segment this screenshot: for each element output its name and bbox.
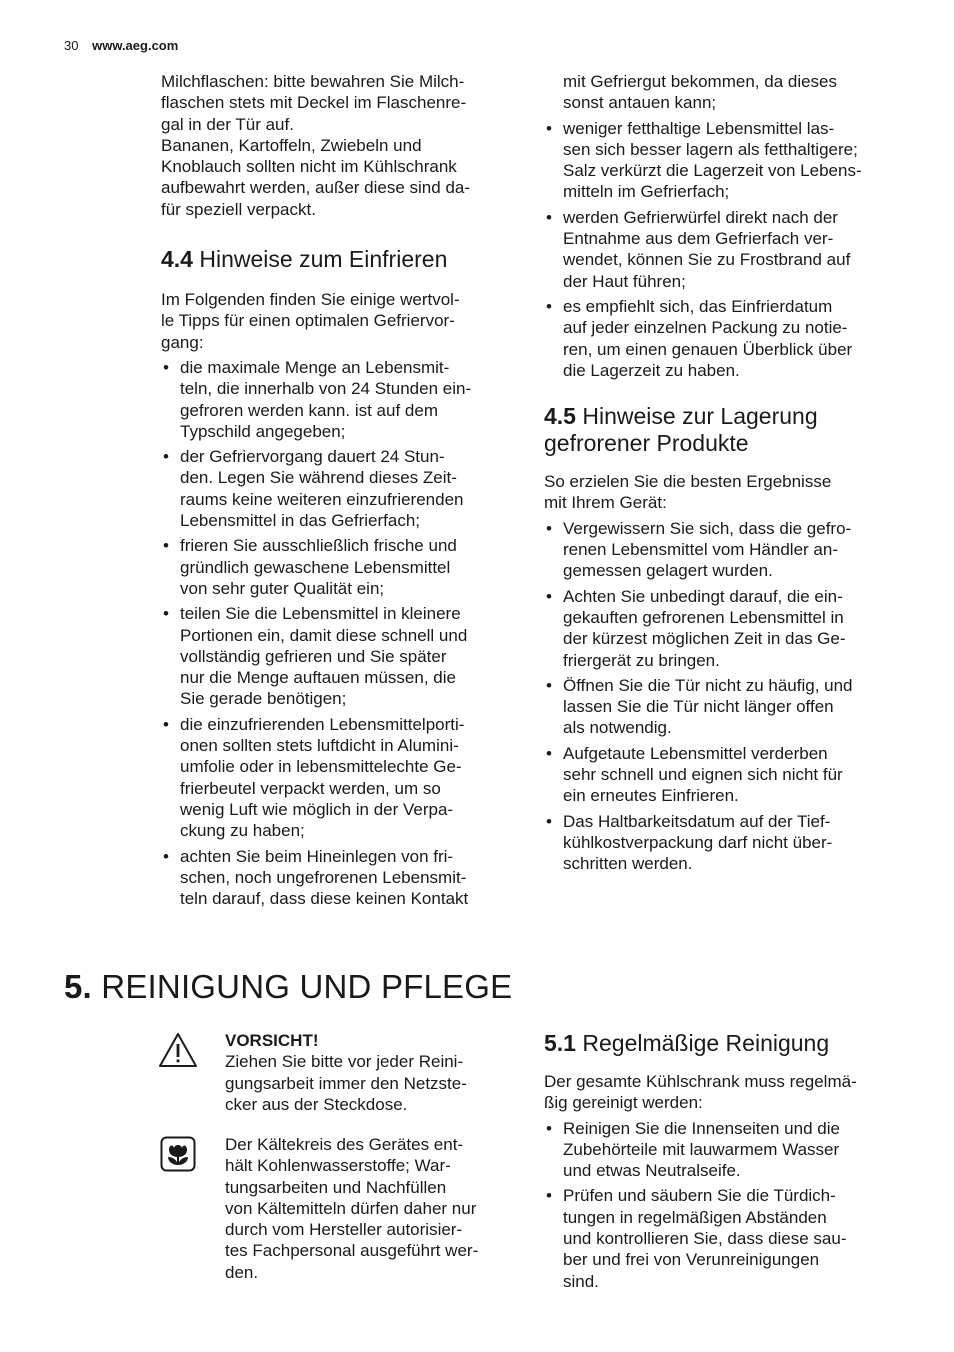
list-item: • frieren Sie ausschließlich frische und gründlich gewaschene Lebensmittel von sehr guter Qualität ein;	[161, 535, 521, 599]
cleaning-list	[544, 1118, 914, 1292]
list-item: • die einzufrierenden Lebensmittelporti- onen sollten stets luftdicht in Alumini- umfolie oder in lebensmittelechte Ge- frierbeutel verpackt werden, um so wenig Luft wie möglich in der Verpa- ckung zu haben;	[161, 714, 521, 842]
list-item: • Aufgetaute Lebensmittel verderben sehr schnell und eignen sich nicht für ein erneutes Einfrieren.	[544, 743, 914, 807]
header-url: www.aeg.com	[92, 38, 179, 53]
list-item: • Vergewissern Sie sich, dass die gefro- renen Lebensmittel vom Händler an- gemessen gelagert wurden.	[544, 518, 914, 582]
caution-text: VORSICHT! Ziehen Sie bitte vor jeder Reini- gungsarbeit immer den Netzste- cker aus der Steckdose.	[225, 1031, 467, 1114]
list-item: • weniger fetthaltige Lebensmittel las- sen sich besser lagern als fetthaltigere; Salz verkürzt die Lagerzeit von Lebens- mitteln im Gefrierfach;	[544, 118, 914, 203]
list-item: • es empfiehlt sich, das Einfrierdatum auf jeder einzelnen Packung zu notie- ren, um einen genauen Überblick über die Lagerzeit zu haben.	[544, 296, 914, 381]
refrigerant-note: Der Kältekreis des Gerätes ent- hält Kohlenwasserstoffe; War- tungsarbeiten und Nachfüllen von Kältemitteln dürfen daher nur durch vom Hersteller autorisier- tes Fachpersonal ausgeführt wer- den.	[225, 1135, 479, 1282]
list-item: • Reinigen Sie die Innenseiten und die Zubehörteile mit lauwarmem Wasser und etwas Neutralseife.	[544, 1118, 914, 1182]
list-item: • die maximale Menge an Lebensmit- teln, die innerhalb von 24 Stunden ein- gefroren werden kann. ist auf dem Typschild angegeben;	[161, 357, 521, 442]
list-item: • der Gefriervorgang dauert 24 Stun- den. Legen Sie während dieses Zeit- raums keine weiteren einzufrierenden Lebensmittel in das Gefrierfach;	[161, 446, 521, 531]
list-item: • Das Haltbarkeitsdatum auf der Tief- kühlkostverpackung darf nicht über- schritten werden.	[544, 811, 914, 875]
page-header	[64, 38, 178, 53]
intro-paragraph: Milchflaschen: bitte bewahren Sie Milch- flaschen stets mit Deckel im Flaschenre- gal in der Tür auf. Bananen, Kartoffeln, Zwiebeln und Knoblauch sollten nicht im Kühlschrank aufbewahrt werden, außer diese sind da- für speziell verpackt.	[161, 72, 471, 219]
continued-list-text: mit Gefriergut bekommen, da dieses sonst antauen kann;	[563, 72, 838, 113]
list-item: • werden Gefrierwürfel direkt nach der Entnahme aus dem Gefrierfach ver- wendet, können Sie zu Frostbrand auf der Haut führen;	[544, 207, 914, 292]
warning-triangle-icon	[158, 1032, 198, 1068]
section-5-1-intro: Der gesamte Kühlschrank muss regelmä- ßig gereinigt werden:	[544, 1072, 857, 1113]
section-4-4-intro: Im Folgenden finden Sie einige wertvol- le Tipps für einen optimalen Gefriervor- gang:	[161, 290, 460, 352]
left-column	[161, 71, 521, 913]
right-column	[544, 71, 914, 879]
freezing-tips-list-continued	[544, 118, 914, 382]
section-4-5-intro: So erzielen Sie die besten Ergebnisse mit Ihrem Gerät:	[544, 472, 832, 513]
list-item: • Öffnen Sie die Tür nicht zu häufig, und lassen Sie die Tür nicht länger offen als notwendig.	[544, 675, 914, 739]
list-item: • teilen Sie die Lebensmittel in kleinere Portionen ein, damit diese schnell und vollständig gefrieren und Sie später nur die Menge auftauen müssen, die Sie gerade benötigen;	[161, 603, 521, 709]
chapter-title: 5. REINIGUNG UND PFLEGE	[64, 968, 513, 1005]
storage-tips-list	[544, 518, 914, 875]
environment-flower-icon	[160, 1136, 196, 1172]
refrigerant-note-block	[225, 1134, 520, 1283]
list-item: • achten Sie beim Hineinlegen von fri- schen, noch ungefrorenen Lebensmit- teln darauf, dass diese keinen Kontakt	[161, 846, 521, 910]
list-item: • Achten Sie unbedingt darauf, die ein- gekauften gefrorenen Lebensmittel in der kürzest möglichen Zeit in das Ge- friergerät zu bringen.	[544, 586, 914, 671]
caution-block	[225, 1030, 515, 1115]
section-5-1	[544, 1030, 914, 1296]
freezing-tips-list	[161, 357, 521, 909]
list-item: • Prüfen und säubern Sie die Türdich- tungen in regelmäßigen Abständen und kontrollieren Sie, dass diese sau- ber und frei von Verunreinigungen sind.	[544, 1185, 914, 1291]
section-heading-5-1: 5.1 Regelmäßige Reinigung	[544, 1030, 830, 1056]
page-number: 30	[64, 38, 79, 53]
section-heading-4-4: 4.4 Hinweise zum Einfrieren	[161, 246, 448, 273]
caution-label: VORSICHT!	[225, 1031, 319, 1050]
section-heading-4-5: 4.5 Hinweise zur Lagerung gefrorener Produkte	[544, 403, 818, 457]
